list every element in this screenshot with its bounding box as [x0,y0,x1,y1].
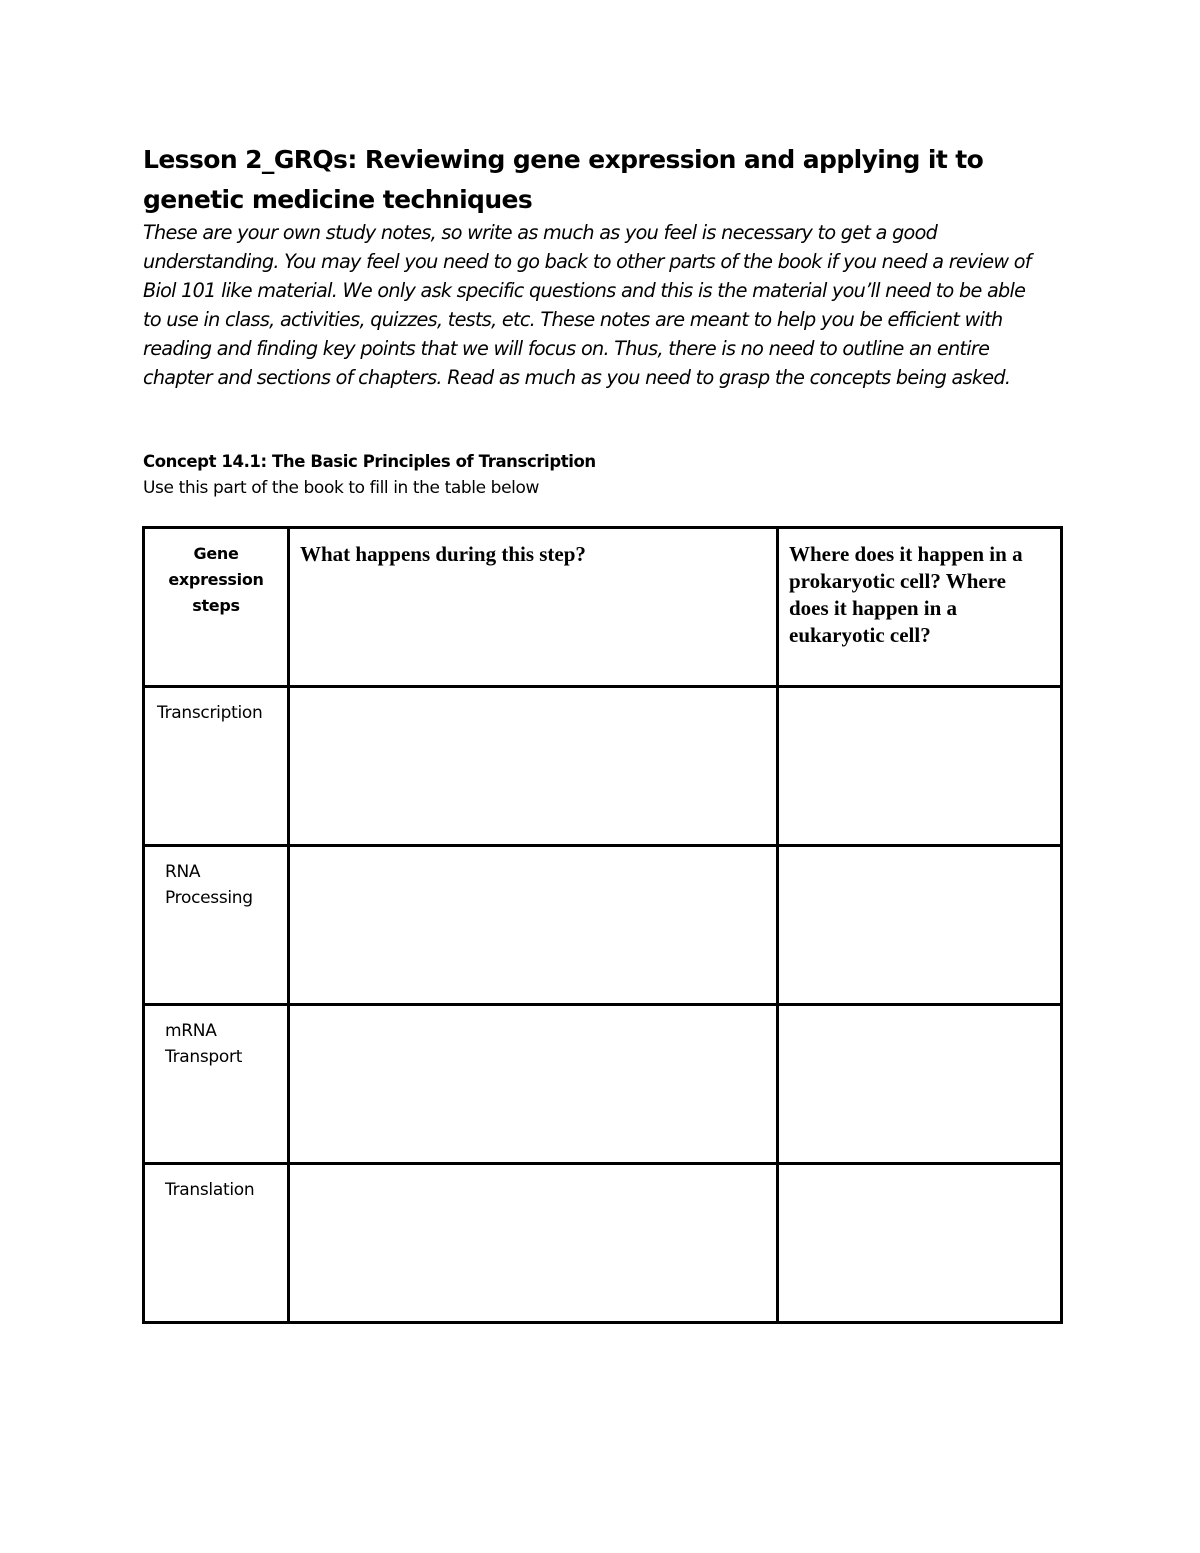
answer-cell-where[interactable] [778,1164,1062,1323]
answer-cell-what[interactable] [289,1164,778,1323]
instruction-text: Use this part of the book to fill in the table below [143,478,539,498]
answer-cell-what[interactable] [289,846,778,1005]
table-row [144,1005,1062,1164]
page-title: Lesson 2_GRQs: Reviewing gene expression and applying it to genetic medicine techniques [143,145,984,214]
table-row [144,1164,1062,1323]
table-header-row [144,528,1062,687]
header-gene-expression-steps: Gene expression steps [144,528,289,687]
intro-paragraph: These are your own study notes, so write as much as you feel is necessary to get a good understanding. You may feel you need to go back to other parts of the book if you need a review of Biol 101 like material. We only ask specific questions and this is the material you’ll need to be able to use in class, activities, quizzes, tests, etc. These notes are meant to help you be efficient with reading and finding key points that we will focus on. Thus, there is no need to outline an entire chapter and sections of chapters. Read as much as you need to grasp the concepts being asked. [143,221,1031,389]
answer-cell-what[interactable] [289,687,778,846]
gene-expression-table [142,526,1063,1324]
row-label-translation: Translation [144,1164,289,1323]
answer-cell-where[interactable] [778,687,1062,846]
table-row [144,846,1062,1005]
header-where-happens: Where does it happen in a prokaryotic cell? Where does it happen in a eukaryotic cell? [778,528,1062,687]
row-label-mrna-transport: mRNA Transport [144,1005,289,1164]
header-what-happens: What happens during this step? [289,528,778,687]
answer-cell-where[interactable] [778,1005,1062,1164]
concept-heading: Concept 14.1: The Basic Principles of Transcription [143,452,596,471]
answer-cell-what[interactable] [289,1005,778,1164]
row-label-rna-processing: RNA Processing [144,846,289,1005]
table-row [144,687,1062,846]
answer-cell-where[interactable] [778,846,1062,1005]
row-label-transcription: Transcription [144,687,289,846]
